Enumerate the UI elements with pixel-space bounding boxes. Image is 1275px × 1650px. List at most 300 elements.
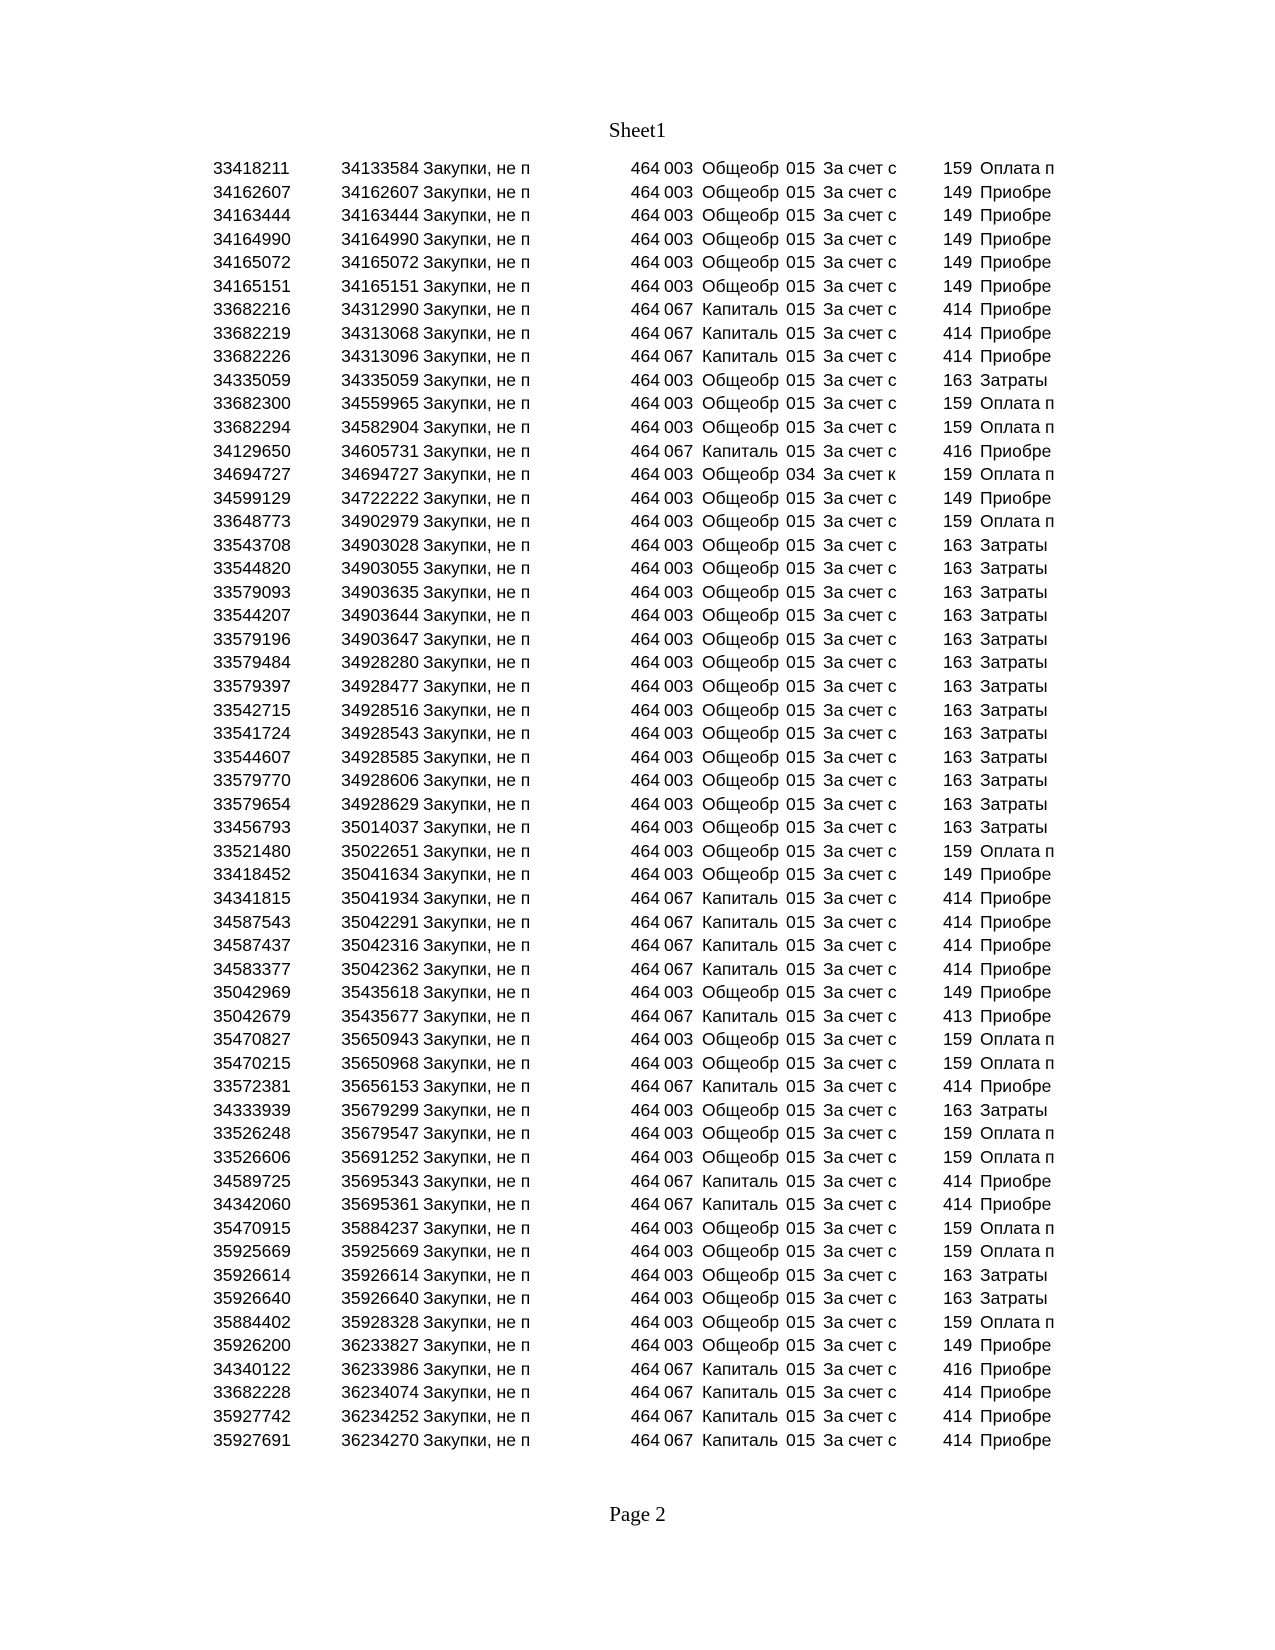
table-cell: 414 <box>943 1429 973 1450</box>
table-cell: 413 <box>943 1005 973 1026</box>
table-row <box>0 1005 1275 1029</box>
table-cell: 015 <box>786 322 816 343</box>
table-cell: Общеобр <box>702 1335 780 1356</box>
table-cell: 003 <box>664 369 694 390</box>
table-cell: 34903635 <box>341 581 419 602</box>
table-cell: 015 <box>786 793 816 814</box>
table-cell: Закупки, не п <box>423 299 531 320</box>
table-cell: 003 <box>664 770 694 791</box>
table-cell: 015 <box>786 699 816 720</box>
table-cell: 34341815 <box>213 887 291 908</box>
table-cell: 464 <box>630 228 660 249</box>
table-cell: 067 <box>664 1429 694 1450</box>
table-cell: Общеобр <box>702 464 780 485</box>
table-cell: 003 <box>664 1123 694 1144</box>
table-cell: Затраты <box>980 1288 1048 1309</box>
table-cell: 33682216 <box>213 299 291 320</box>
sheet-title: Sheet1 <box>608 118 667 142</box>
table-cell: 015 <box>786 676 816 697</box>
table-cell: 33572381 <box>213 1076 291 1097</box>
table-cell: Капиталь <box>702 1358 779 1379</box>
table-cell: Капиталь <box>702 887 779 908</box>
table-cell: 464 <box>630 676 660 697</box>
table-cell: 34928543 <box>341 723 419 744</box>
table-cell: Закупки, не п <box>423 935 531 956</box>
table-row <box>0 345 1275 369</box>
table-cell: 414 <box>943 911 973 932</box>
table-cell: Приобре <box>980 299 1052 320</box>
page-footer: Page 2 <box>609 1502 666 1526</box>
table-cell: За счет с <box>823 252 897 273</box>
table-cell: 34587543 <box>213 911 291 932</box>
table-cell: За счет с <box>823 346 897 367</box>
table-cell: Затраты <box>980 746 1048 767</box>
table-cell: 464 <box>630 464 660 485</box>
table-cell: 33542715 <box>213 699 291 720</box>
table-row <box>0 440 1275 464</box>
table-cell: Капиталь <box>702 935 779 956</box>
table-cell: 36233827 <box>341 1335 419 1356</box>
table-cell: 464 <box>630 511 660 532</box>
table-cell: 003 <box>664 417 694 438</box>
table-cell: Закупки, не п <box>423 1405 531 1426</box>
table-cell: За счет с <box>823 1099 897 1120</box>
table-cell: Закупки, не п <box>423 864 531 885</box>
table-cell: 003 <box>664 487 694 508</box>
table-cell: Общеобр <box>702 1264 780 1285</box>
table-cell: Общеобр <box>702 417 780 438</box>
table-cell: За счет с <box>823 299 897 320</box>
table-cell: Капиталь <box>702 322 779 343</box>
table-cell: Капиталь <box>702 299 779 320</box>
table-cell: 159 <box>943 1146 973 1167</box>
table-cell: Закупки, не п <box>423 158 531 178</box>
table-cell: 35884402 <box>213 1311 291 1332</box>
table-cell: Приобре <box>980 1005 1052 1026</box>
table-cell: Общеобр <box>702 1311 780 1332</box>
table-row <box>0 251 1275 275</box>
table-cell: Приобре <box>980 275 1052 296</box>
table-cell: За счет с <box>823 935 897 956</box>
table-cell: Закупки, не п <box>423 346 531 367</box>
table-cell: 163 <box>943 817 973 838</box>
table-cell: 015 <box>786 487 816 508</box>
table-row <box>0 769 1275 793</box>
table-cell: 015 <box>786 1288 816 1309</box>
table-cell: 159 <box>943 158 973 178</box>
table-cell: Затраты <box>980 581 1048 602</box>
table-cell: За счет с <box>823 158 897 178</box>
table-cell: 464 <box>630 205 660 226</box>
table-cell: Приобре <box>980 1382 1052 1403</box>
table-cell: За счет с <box>823 1241 897 1262</box>
table-cell: За счет с <box>823 205 897 226</box>
table-cell: Затраты <box>980 605 1048 626</box>
table-cell: 464 <box>630 252 660 273</box>
table-cell: 35042679 <box>213 1005 291 1026</box>
table-cell: 414 <box>943 1194 973 1215</box>
table-row <box>0 487 1275 511</box>
table-cell: 163 <box>943 746 973 767</box>
table-cell: 464 <box>630 746 660 767</box>
table-row <box>0 840 1275 864</box>
table-row <box>0 1099 1275 1123</box>
table-cell: Приобре <box>980 911 1052 932</box>
table-cell: 003 <box>664 1099 694 1120</box>
table-cell: 464 <box>630 935 660 956</box>
table-row <box>0 416 1275 440</box>
table-cell: За счет с <box>823 181 897 202</box>
table-cell: 34928280 <box>341 652 419 673</box>
table-cell: 34928516 <box>341 699 419 720</box>
table-cell: 159 <box>943 1311 973 1332</box>
table-cell: 414 <box>943 887 973 908</box>
table-cell: 35041934 <box>341 887 419 908</box>
table-cell: 149 <box>943 487 973 508</box>
table-cell: Затраты <box>980 676 1048 697</box>
table-cell: 015 <box>786 652 816 673</box>
table-cell: Закупки, не п <box>423 1382 531 1403</box>
table-cell: Закупки, не п <box>423 369 531 390</box>
table-cell: 35041634 <box>341 864 419 885</box>
table-cell: 015 <box>786 1194 816 1215</box>
table-cell: 35470915 <box>213 1217 291 1238</box>
table-cell: Закупки, не п <box>423 1335 531 1356</box>
table-cell: 015 <box>786 1146 816 1167</box>
table-cell: Общеобр <box>702 581 780 602</box>
table-cell: Закупки, не п <box>423 1052 531 1073</box>
table-cell: Закупки, не п <box>423 1264 531 1285</box>
table-cell: 015 <box>786 205 816 226</box>
table-row <box>0 298 1275 322</box>
table-cell: 015 <box>786 181 816 202</box>
table-cell: За счет с <box>823 840 897 861</box>
table-cell: Оплата п <box>980 417 1055 438</box>
table-cell: 003 <box>664 699 694 720</box>
table-cell: Общеобр <box>702 982 780 1003</box>
table-row <box>0 1405 1275 1429</box>
table-cell: 33526248 <box>213 1123 291 1144</box>
table-row <box>0 1264 1275 1288</box>
table-row <box>0 1122 1275 1146</box>
table-cell: Затраты <box>980 628 1048 649</box>
data-table <box>0 157 1275 1452</box>
table-cell: 163 <box>943 1264 973 1285</box>
table-cell: 464 <box>630 982 660 1003</box>
table-cell: Капиталь <box>702 911 779 932</box>
table-cell: Приобре <box>980 205 1052 226</box>
table-cell: 163 <box>943 1288 973 1309</box>
table-cell: 149 <box>943 205 973 226</box>
table-row <box>0 887 1275 911</box>
table-cell: 34133584 <box>341 158 419 178</box>
table-cell: 34165072 <box>213 252 291 273</box>
table-cell: 35925669 <box>213 1241 291 1262</box>
table-cell: 34163444 <box>213 205 291 226</box>
table-cell: 464 <box>630 181 660 202</box>
table-row <box>0 157 1275 181</box>
table-cell: Оплата п <box>980 1029 1055 1050</box>
table-cell: Приобре <box>980 440 1052 461</box>
table-cell: 067 <box>664 1076 694 1097</box>
table-cell: 003 <box>664 1146 694 1167</box>
table-cell: Капиталь <box>702 1405 779 1426</box>
table-row <box>0 534 1275 558</box>
table-cell: За счет с <box>823 1288 897 1309</box>
table-row <box>0 581 1275 605</box>
table-cell: Затраты <box>980 534 1048 555</box>
table-cell: Приобре <box>980 1335 1052 1356</box>
table-cell: За счет с <box>823 1005 897 1026</box>
table-cell: 35679299 <box>341 1099 419 1120</box>
table-cell: Оплата п <box>980 158 1055 178</box>
table-cell: 35884237 <box>341 1217 419 1238</box>
table-cell: 34165072 <box>341 252 419 273</box>
table-row <box>0 958 1275 982</box>
table-cell: 003 <box>664 628 694 649</box>
table-cell: 464 <box>630 1099 660 1120</box>
table-cell: 34928477 <box>341 676 419 697</box>
table-cell: За счет с <box>823 1123 897 1144</box>
table-cell: 34312990 <box>341 299 419 320</box>
table-cell: За счет с <box>823 1311 897 1332</box>
table-cell: 34164990 <box>213 228 291 249</box>
table-cell: Общеобр <box>702 817 780 838</box>
table-cell: 015 <box>786 158 816 178</box>
table-cell: 003 <box>664 817 694 838</box>
table-cell: Закупки, не п <box>423 652 531 673</box>
table-cell: Приобре <box>980 1429 1052 1450</box>
table-cell: 015 <box>786 1311 816 1332</box>
table-cell: Затраты <box>980 793 1048 814</box>
table-row <box>0 1193 1275 1217</box>
table-cell: 015 <box>786 228 816 249</box>
table-cell: Общеобр <box>702 181 780 202</box>
table-cell: Общеобр <box>702 558 780 579</box>
table-cell: 35928328 <box>341 1311 419 1332</box>
table-cell: 34605731 <box>341 440 419 461</box>
table-cell: 159 <box>943 511 973 532</box>
table-cell: 464 <box>630 628 660 649</box>
table-cell: Капиталь <box>702 346 779 367</box>
table-cell: 35650943 <box>341 1029 419 1050</box>
table-cell: Закупки, не п <box>423 228 531 249</box>
table-cell: 35926614 <box>341 1264 419 1285</box>
table-cell: 416 <box>943 440 973 461</box>
table-cell: Общеобр <box>702 1099 780 1120</box>
table-cell: 015 <box>786 1217 816 1238</box>
table-cell: 35470827 <box>213 1029 291 1050</box>
table-cell: 015 <box>786 605 816 626</box>
table-cell: За счет с <box>823 911 897 932</box>
table-cell: 464 <box>630 864 660 885</box>
table-cell: Закупки, не п <box>423 840 531 861</box>
table-cell: Закупки, не п <box>423 1170 531 1191</box>
table-cell: 464 <box>630 1288 660 1309</box>
table-cell: 33579397 <box>213 676 291 697</box>
table-cell: 163 <box>943 676 973 697</box>
table-cell: Закупки, не п <box>423 1076 531 1097</box>
table-cell: Закупки, не п <box>423 275 531 296</box>
table-cell: 163 <box>943 1099 973 1120</box>
table-cell: Закупки, не п <box>423 887 531 908</box>
table-cell: 33648773 <box>213 511 291 532</box>
table-cell: 33682219 <box>213 322 291 343</box>
table-row <box>0 275 1275 299</box>
table-cell: 464 <box>630 840 660 861</box>
table-cell: 35650968 <box>341 1052 419 1073</box>
table-cell: 067 <box>664 1382 694 1403</box>
table-cell: Приобре <box>980 1170 1052 1191</box>
table-cell: 464 <box>630 605 660 626</box>
table-cell: 067 <box>664 911 694 932</box>
table-cell: 34903644 <box>341 605 419 626</box>
table-cell: За счет с <box>823 793 897 814</box>
table-cell: Затраты <box>980 699 1048 720</box>
table-cell: 015 <box>786 417 816 438</box>
table-cell: 163 <box>943 699 973 720</box>
table-cell: 464 <box>630 793 660 814</box>
table-cell: Закупки, не п <box>423 746 531 767</box>
table-cell: За счет с <box>823 1076 897 1097</box>
table-cell: 015 <box>786 1429 816 1450</box>
table-cell: 067 <box>664 1358 694 1379</box>
table-cell: 003 <box>664 1217 694 1238</box>
table-cell: 003 <box>664 746 694 767</box>
table-cell: Закупки, не п <box>423 393 531 414</box>
table-cell: 35926640 <box>213 1288 291 1309</box>
table-cell: 003 <box>664 464 694 485</box>
table-cell: 464 <box>630 440 660 461</box>
table-cell: 015 <box>786 252 816 273</box>
table-cell: За счет с <box>823 628 897 649</box>
table-cell: Закупки, не п <box>423 1358 531 1379</box>
table-cell: 35042969 <box>213 982 291 1003</box>
table-cell: Закупки, не п <box>423 581 531 602</box>
table-cell: За счет с <box>823 228 897 249</box>
table-cell: 464 <box>630 1241 660 1262</box>
table-cell: 003 <box>664 1311 694 1332</box>
table-cell: Закупки, не п <box>423 770 531 791</box>
table-cell: 015 <box>786 628 816 649</box>
table-cell: 015 <box>786 581 816 602</box>
table-cell: 34903055 <box>341 558 419 579</box>
table-cell: 464 <box>630 275 660 296</box>
table-cell: 003 <box>664 534 694 555</box>
table-cell: 414 <box>943 958 973 979</box>
table-cell: 464 <box>630 393 660 414</box>
table-cell: Общеобр <box>702 840 780 861</box>
table-cell: 34928606 <box>341 770 419 791</box>
table-cell: Общеобр <box>702 1288 780 1309</box>
table-cell: Затраты <box>980 558 1048 579</box>
table-row <box>0 1170 1275 1194</box>
table-row <box>0 1217 1275 1241</box>
table-row <box>0 1146 1275 1170</box>
table-cell: Оплата п <box>980 1123 1055 1144</box>
table-cell: За счет с <box>823 723 897 744</box>
table-cell: 015 <box>786 1382 816 1403</box>
table-cell: Закупки, не п <box>423 1099 531 1120</box>
table-cell: Оплата п <box>980 1217 1055 1238</box>
table-row <box>0 746 1275 770</box>
table-cell: За счет с <box>823 393 897 414</box>
table-cell: 35470215 <box>213 1052 291 1073</box>
table-cell: За счет с <box>823 1194 897 1215</box>
table-cell: 015 <box>786 1052 816 1073</box>
table-cell: 33579654 <box>213 793 291 814</box>
table-cell: За счет с <box>823 1405 897 1426</box>
table-cell: 464 <box>630 1335 660 1356</box>
table-cell: 35435677 <box>341 1005 419 1026</box>
table-cell: Приобре <box>980 228 1052 249</box>
table-cell: Оплата п <box>980 840 1055 861</box>
table-cell: Общеобр <box>702 1241 780 1262</box>
table-cell: 34928585 <box>341 746 419 767</box>
table-cell: За счет с <box>823 581 897 602</box>
table-cell: Затраты <box>980 369 1048 390</box>
table-cell: 003 <box>664 511 694 532</box>
table-cell: Затраты <box>980 723 1048 744</box>
table-cell: Приобре <box>980 181 1052 202</box>
table-cell: 003 <box>664 864 694 885</box>
table-cell: 003 <box>664 723 694 744</box>
table-cell: 35695343 <box>341 1170 419 1191</box>
table-cell: 34583377 <box>213 958 291 979</box>
table-cell: 015 <box>786 346 816 367</box>
table-cell: За счет с <box>823 746 897 767</box>
table-cell: 015 <box>786 275 816 296</box>
table-cell: 35927691 <box>213 1429 291 1450</box>
table-cell: 149 <box>943 864 973 885</box>
table-cell: 414 <box>943 322 973 343</box>
table-cell: 34165151 <box>213 275 291 296</box>
table-cell: 464 <box>630 1194 660 1215</box>
table-cell: Приобре <box>980 1076 1052 1097</box>
table-cell: 464 <box>630 299 660 320</box>
table-cell: Закупки, не п <box>423 534 531 555</box>
table-cell: 149 <box>943 252 973 273</box>
table-cell: За счет с <box>823 887 897 908</box>
table-cell: За счет с <box>823 1358 897 1379</box>
table-cell: 003 <box>664 581 694 602</box>
table-cell: 159 <box>943 1123 973 1144</box>
table-cell: Оплата п <box>980 1311 1055 1332</box>
table-cell: 35042362 <box>341 958 419 979</box>
table-cell: Закупки, не п <box>423 676 531 697</box>
table-cell: 35926200 <box>213 1335 291 1356</box>
table-cell: 33682226 <box>213 346 291 367</box>
table-row <box>0 228 1275 252</box>
table-cell: Закупки, не п <box>423 464 531 485</box>
table-cell: За счет с <box>823 1146 897 1167</box>
table-cell: 464 <box>630 770 660 791</box>
table-cell: 015 <box>786 723 816 744</box>
table-cell: 35926614 <box>213 1264 291 1285</box>
table-cell: 015 <box>786 440 816 461</box>
table-cell: 464 <box>630 1382 660 1403</box>
table-cell: Затраты <box>980 1264 1048 1285</box>
table-cell: За счет с <box>823 982 897 1003</box>
table-cell: 149 <box>943 982 973 1003</box>
table-cell: Затраты <box>980 652 1048 673</box>
table-cell: Затраты <box>980 817 1048 838</box>
table-cell: 159 <box>943 1029 973 1050</box>
table-cell: 159 <box>943 840 973 861</box>
table-cell: 34163444 <box>341 205 419 226</box>
table-cell: 003 <box>664 1029 694 1050</box>
table-cell: 015 <box>786 935 816 956</box>
